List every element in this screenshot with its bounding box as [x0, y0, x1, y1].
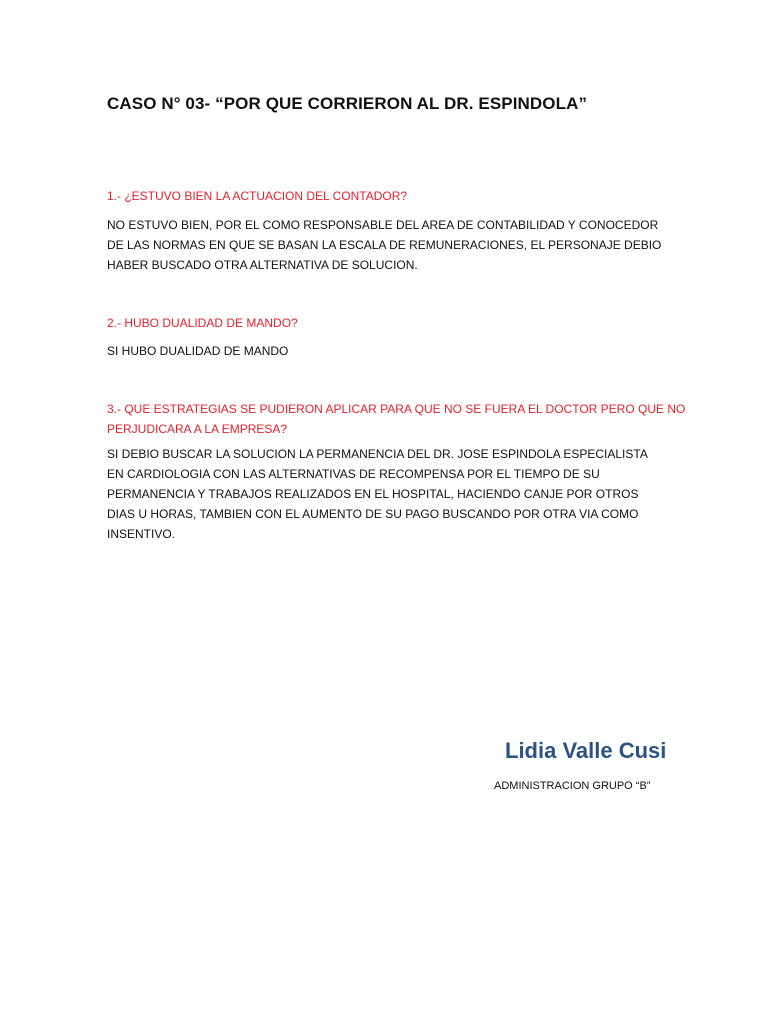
question-3: 3.- QUE ESTRATEGIAS SE PUDIERON APLICAR PARA QUE NO SE FUERA EL DOCTOR PERO QUE NO PERJUDICARA A LA EMPRESA?	[107, 402, 686, 436]
question-2: 2.- HUBO DUALIDAD DE MANDO?	[107, 316, 298, 330]
answer-2: SI HUBO DUALIDAD DE MANDO	[107, 344, 289, 358]
question-1: 1.- ¿ESTUVO BIEN LA ACTUACION DEL CONTADOR?	[107, 189, 408, 203]
answer-3: SI DEBIO BUSCAR LA SOLUCION LA PERMANENCIA DEL DR. JOSE ESPINDOLA ESPECIALISTA EN CARDIOLOGIA CON LAS ALTERNATIVAS DE RECOMPENSA POR EL TIEMPO DE SU PERMANENCIA Y TRABAJOS REALIZADOS EN EL HOSPITAL, HACIENDO CANJE POR OTROS DIAS U HORAS, TAMBIEN CON EL AUMENTO DE SU PAGO BUSCANDO POR OTRA VIA COMO INSENTIVO.	[107, 447, 648, 541]
author-name: Lidia Valle Cusi	[505, 738, 667, 763]
page-title: CASO N° 03- “POR QUE CORRIERON AL DR. ESPINDOLA”	[107, 94, 588, 113]
answer-1: NO ESTUVO BIEN, POR EL COMO RESPONSABLE DEL AREA DE CONTABILIDAD Y CONOCEDOR DE LAS NORMAS EN QUE SE BASAN LA ESCALA DE REMUNERACIONES, EL PERSONAJE DEBIO HABER BUSCADO OTRA ALTERNATIVA DE SOLUCION.	[107, 218, 662, 272]
author-group: ADMINISTRACION GRUPO “B”	[494, 780, 651, 792]
